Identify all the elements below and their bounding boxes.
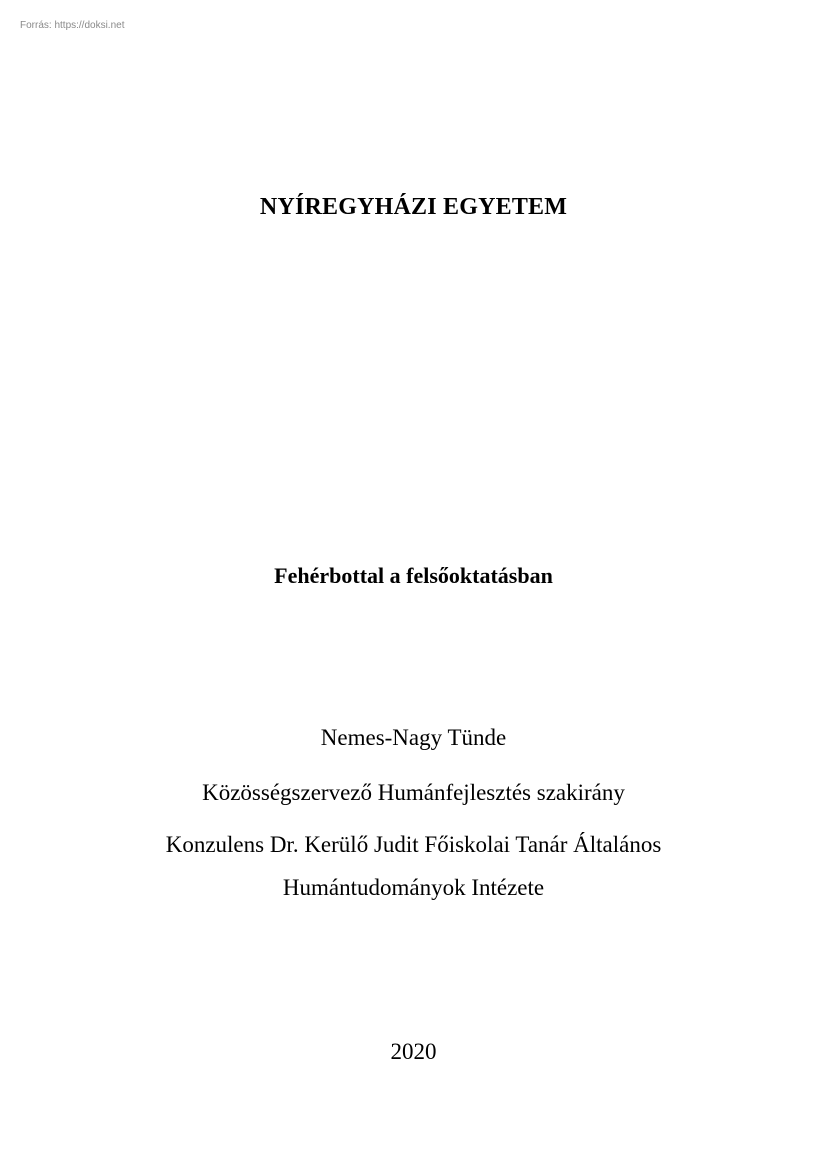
specialization: Közösségszervező Humánfejlesztés szakirány xyxy=(202,780,625,805)
source-watermark-text: Forrás: https://doksi.net xyxy=(20,20,125,31)
publication-year: 2020 xyxy=(390,1039,437,1064)
consultant-line-1: Konzulens Dr. Kerülő Judit Főiskolai Tanár Általános xyxy=(165,832,662,857)
university-name: NYÍREGYHÁZI EGYETEM xyxy=(259,194,568,220)
consultant-line-2: Humántudományok Intézete xyxy=(282,875,545,900)
thesis-title: Fehérbottal a felsőoktatásban xyxy=(274,563,553,588)
author-name: Nemes-Nagy Tünde xyxy=(320,725,507,750)
